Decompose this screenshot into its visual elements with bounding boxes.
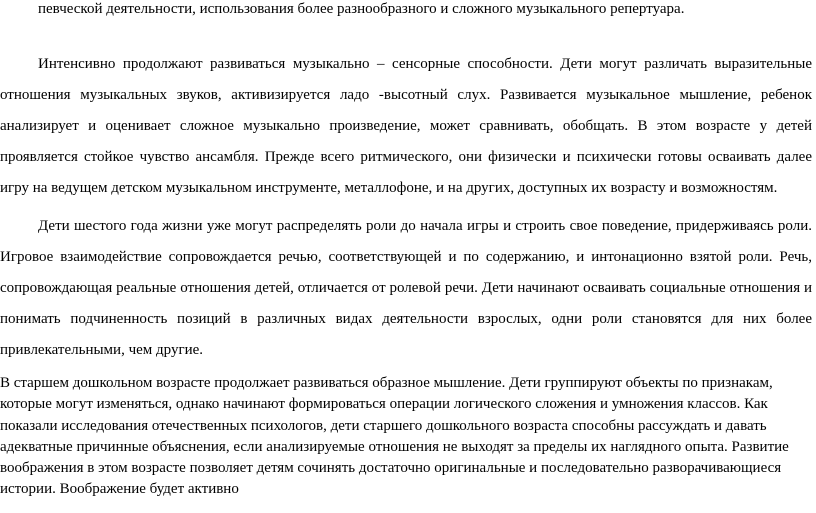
paragraph-thinking: В старшем дошкольном возрасте продолжает развиваться образное мышление. Дети группируют объекты по признакам, которые могут изменяться, однако начинают формироваться операции логического сложения и умножения классов. Как показали исследования отечественных психологов, дети старшего дошкольного возраста способны рассуждать и давать адекватные причинные объяснения, если анализируемые отношения не выходят за пределы их наглядного опыта. Развитие воображения в этом возрасте позволяет детям сочинять достаточно оригинальные и последовательно разворачивающиеся истории. Воображение будет активно [0,375,789,498]
paragraph-repertoire: певческой деятельности, использования более разнообразного и сложного музыкального репертуара. [38,1,685,17]
paragraph-role-play: Дети шестого года жизни уже могут распределять роли до начала игры и строить свое поведение, придерживаясь роли. Игровое взаимодействие сопровождается речью, соответствующей и по содержанию, и интонационно взятой роли. Речь, сопровождающая реальные отношения детей, отличается от ролевой речи. Дети начинают осваивать социальные отношения и понимать подчиненность позиций в различных видах деятельности взрослых, одни роли становятся для них более привлекательными, чем другие. [0,218,812,358]
paragraph-sensory-abilities: Интенсивно продолжают развиваться музыкально – сенсорные способности. Дети могут различать выразительные отношения музыкальных звуков, активизируется ладо -высотный слух. Развивается музыкальное мышление, ребенок анализирует и оценивает сложное музыкально произведение, может сравнивать, обобщать. В этом возрасте у детей проявляется стойкое чувство ансамбля. Прежде всего ритмического, они физически и психически готовы осваивать далее игру на ведущем детском музыкальном инструменте, металлофоне, и на других, доступных их возрасту и возможностям. [0,56,812,196]
